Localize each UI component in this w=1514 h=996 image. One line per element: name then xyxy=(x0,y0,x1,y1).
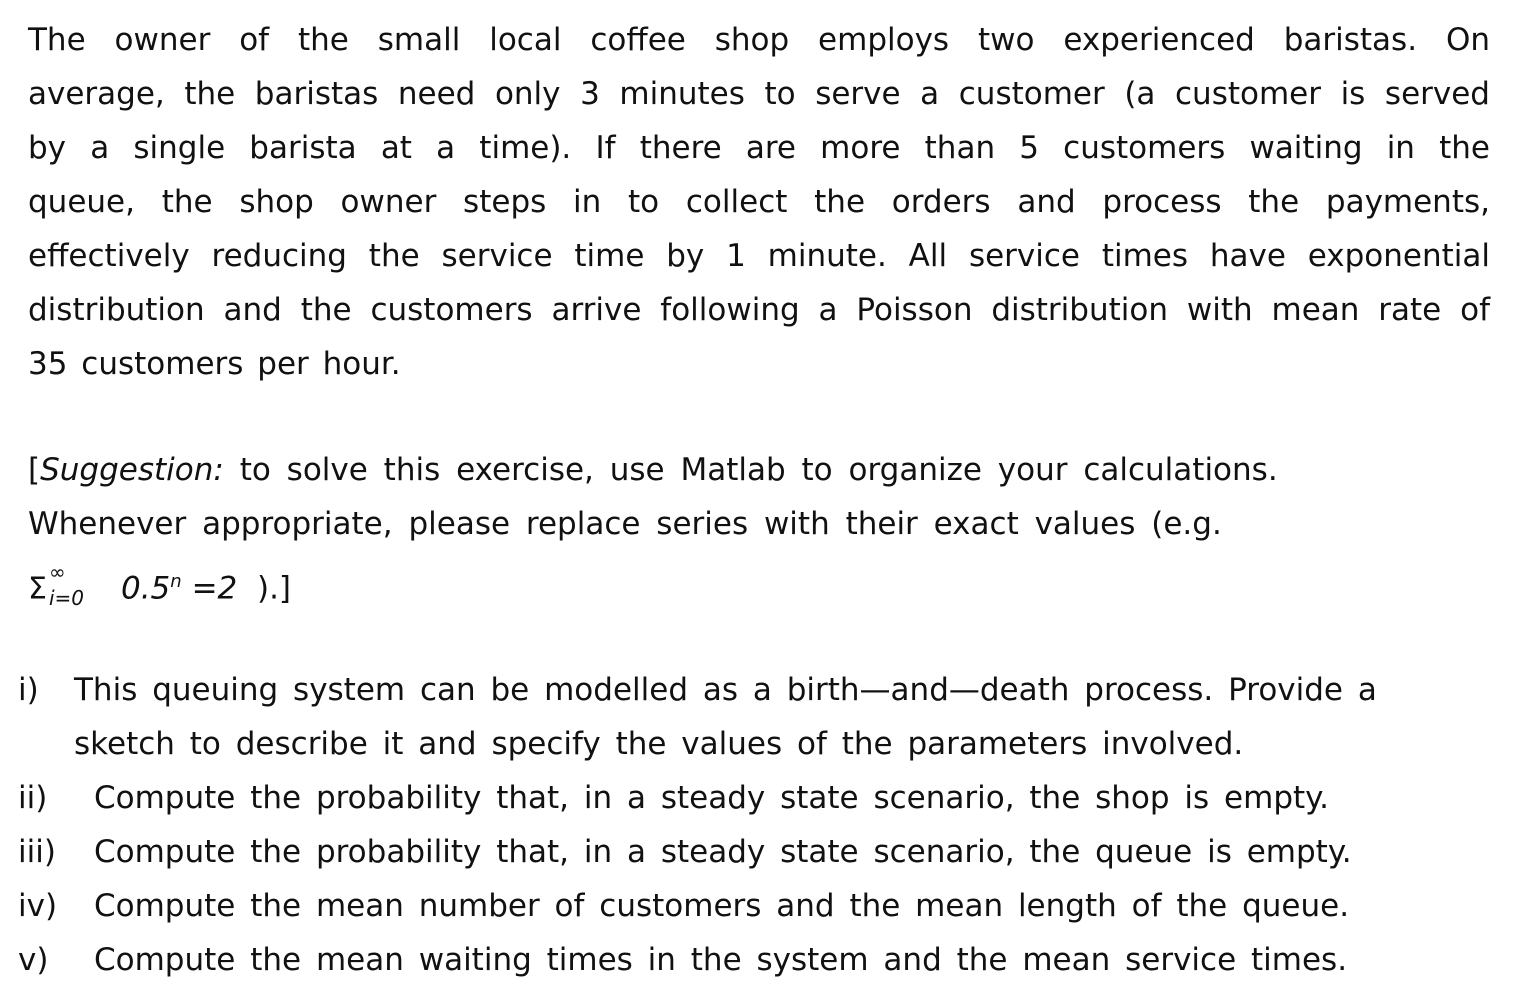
question-item xyxy=(18,771,1498,825)
question-text: This queuing system can be modelled as a birth—and—death process. Provide a xyxy=(74,672,1377,708)
suggestion-text: to solve this exercise, use Matlab to organize your calculations. xyxy=(239,452,1278,488)
series-example-formula xyxy=(28,555,291,616)
intro-line: distribution and the customers arrive following a Poisson distribution with mean rate of xyxy=(28,292,1490,328)
problem-statement xyxy=(28,13,1490,391)
intro-line: The owner of the small local coffee shop employs two experienced baristas. On xyxy=(28,22,1490,58)
intro-line: average, the baristas need only 3 minutes to serve a customer (a customer is served xyxy=(28,76,1490,112)
question-number: i) xyxy=(18,672,39,708)
intro-line: by a single barista at a time). If there are more than 5 customers waiting in the xyxy=(28,130,1490,166)
suggestion-line-2: Whenever appropriate, please replace series with their exact values (e.g. xyxy=(28,506,1222,542)
question-item xyxy=(18,933,1498,987)
suggestion-line-1 xyxy=(28,443,1328,497)
lower-limit: i=0 xyxy=(48,586,85,611)
question-item xyxy=(18,825,1498,879)
question-text: Compute the mean waiting times in the system and the mean service times. xyxy=(94,942,1348,978)
series-exponent: n xyxy=(170,571,182,592)
open-bracket: [ xyxy=(28,452,41,488)
series-result: =2 xyxy=(191,570,238,607)
intro-line: queue, the shop owner steps in to collect the orders and process the payments, xyxy=(28,184,1490,220)
upper-limit: ∞ xyxy=(48,560,66,585)
question-number: iii) xyxy=(18,834,56,870)
question-number: v) xyxy=(18,942,49,978)
question-text: sketch to describe it and specify the values of the parameters involved. xyxy=(74,726,1244,762)
question-number: iv) xyxy=(18,888,58,924)
question-list xyxy=(18,663,1498,987)
sigma-symbol: Σ xyxy=(28,571,47,607)
sum-limits xyxy=(47,560,121,611)
intro-line: effectively reducing the service time by 1 minute. All service times have exponential xyxy=(28,238,1490,274)
intro-line: 35 customers per hour. xyxy=(28,346,401,382)
question-text: Compute the probability that, in a steady state scenario, the queue is empty. xyxy=(94,834,1352,870)
formula-tail: ).] xyxy=(256,570,292,607)
question-number: ii) xyxy=(18,780,48,816)
suggestion-label: Suggestion: xyxy=(40,452,224,488)
question-text: Compute the probability that, in a steady state scenario, the shop is empty. xyxy=(94,780,1329,816)
question-item xyxy=(18,663,1498,771)
question-item xyxy=(18,879,1498,933)
suggestion-note xyxy=(28,443,1328,551)
question-text: Compute the mean number of customers and the mean length of the queue. xyxy=(94,888,1350,924)
series-base: 0.5 xyxy=(120,570,171,607)
